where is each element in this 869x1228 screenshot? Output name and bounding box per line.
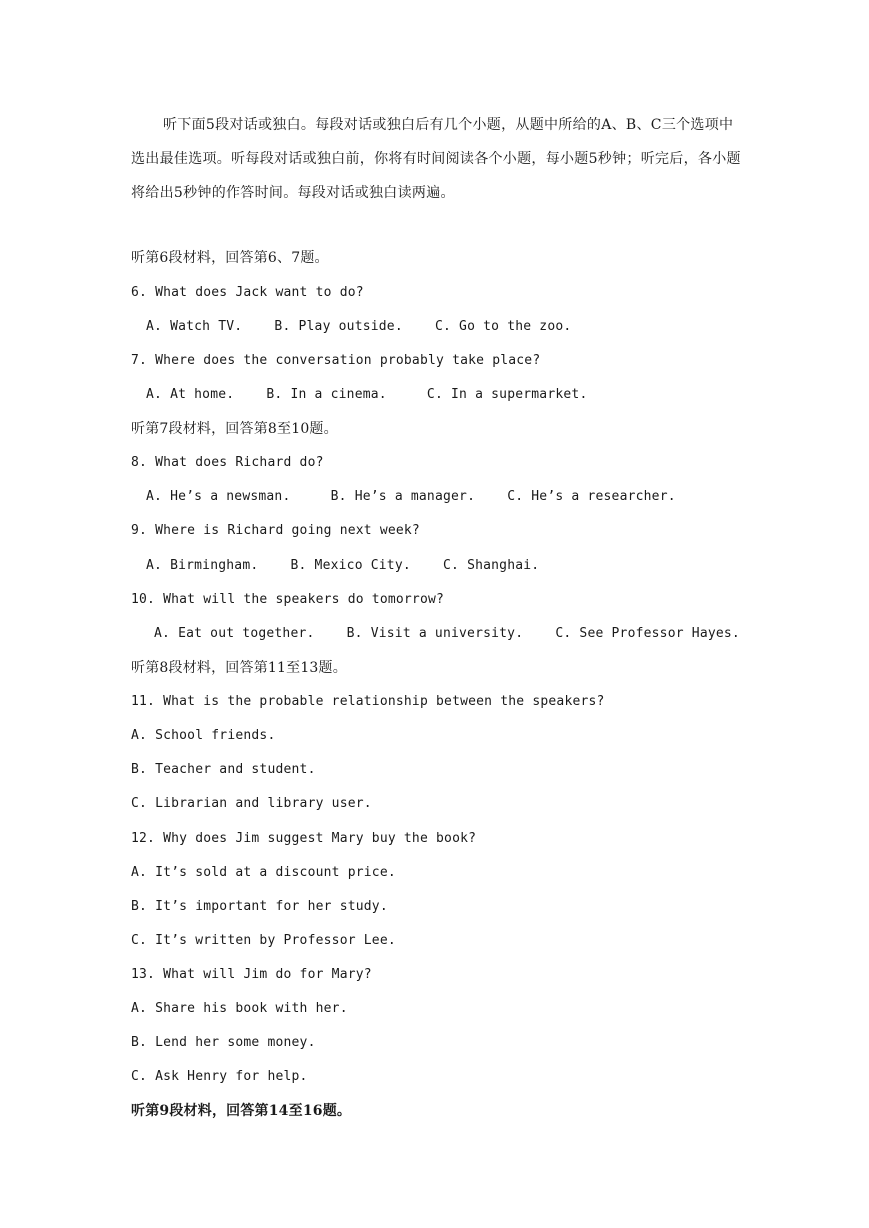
question-7: 7. Where does the conversation probably take place? — [131, 353, 541, 368]
question-10: 10. What will the speakers do tomorrow? — [131, 592, 445, 607]
question-6: 6. What does Jack want to do? — [131, 285, 364, 300]
question-12-option-a: A. It’s sold at a discount price. — [131, 865, 396, 880]
section-heading-6: 听第6段材料，回答第6、7题。 — [131, 250, 329, 266]
question-9: 9. Where is Richard going next week? — [131, 523, 420, 538]
question-13-option-a: A. Share his book with her. — [131, 1001, 348, 1016]
section-heading-9: 听第9段材料，回答第14至16题。 — [131, 1103, 352, 1119]
question-12-option-c: C. It’s written by Professor Lee. — [131, 933, 396, 948]
question-7-options: A. At home. B. In a cinema. C. In a supermarket. — [146, 387, 588, 402]
section-heading-7: 听第7段材料，回答第8至10题。 — [131, 421, 338, 437]
question-13-option-c: C. Ask Henry for help. — [131, 1069, 308, 1084]
question-8: 8. What does Richard do? — [131, 455, 324, 470]
question-6-options: A. Watch TV. B. Play outside. C. Go to the zoo. — [146, 319, 572, 334]
question-11-option-c: C. Librarian and library user. — [131, 796, 372, 811]
section-heading-8: 听第8段材料，回答第11至13题。 — [131, 660, 347, 676]
instructions-paragraph: 听下面5段对话或独白。每段对话或独白后有几个小题，从题中所给的A、B、C三个选项中选出最佳选项。听每段对话或独白前，你将有时间阅读各个小题，每小题5秒钟；听完后，各小题将给出5秒钟的作答时间。每段对话或独白读两遍。 — [131, 117, 741, 201]
question-11: 11. What is the probable relationship between the speakers? — [131, 694, 605, 709]
question-13-option-b: B. Lend her some money. — [131, 1035, 316, 1050]
question-12-option-b: B. It’s important for her study. — [131, 899, 388, 914]
question-11-option-a: A. School friends. — [131, 728, 276, 743]
question-9-options: A. Birmingham. B. Mexico City. C. Shanghai. — [146, 558, 540, 573]
question-8-options: A. He’s a newsman. B. He’s a manager. C. He’s a researcher. — [146, 489, 676, 504]
question-11-option-b: B. Teacher and student. — [131, 762, 316, 777]
question-12: 12. Why does Jim suggest Mary buy the book? — [131, 831, 477, 846]
question-10-options: A. Eat out together. B. Visit a university. C. See Professor Hayes. — [154, 626, 740, 641]
question-13: 13. What will Jim do for Mary? — [131, 967, 372, 982]
